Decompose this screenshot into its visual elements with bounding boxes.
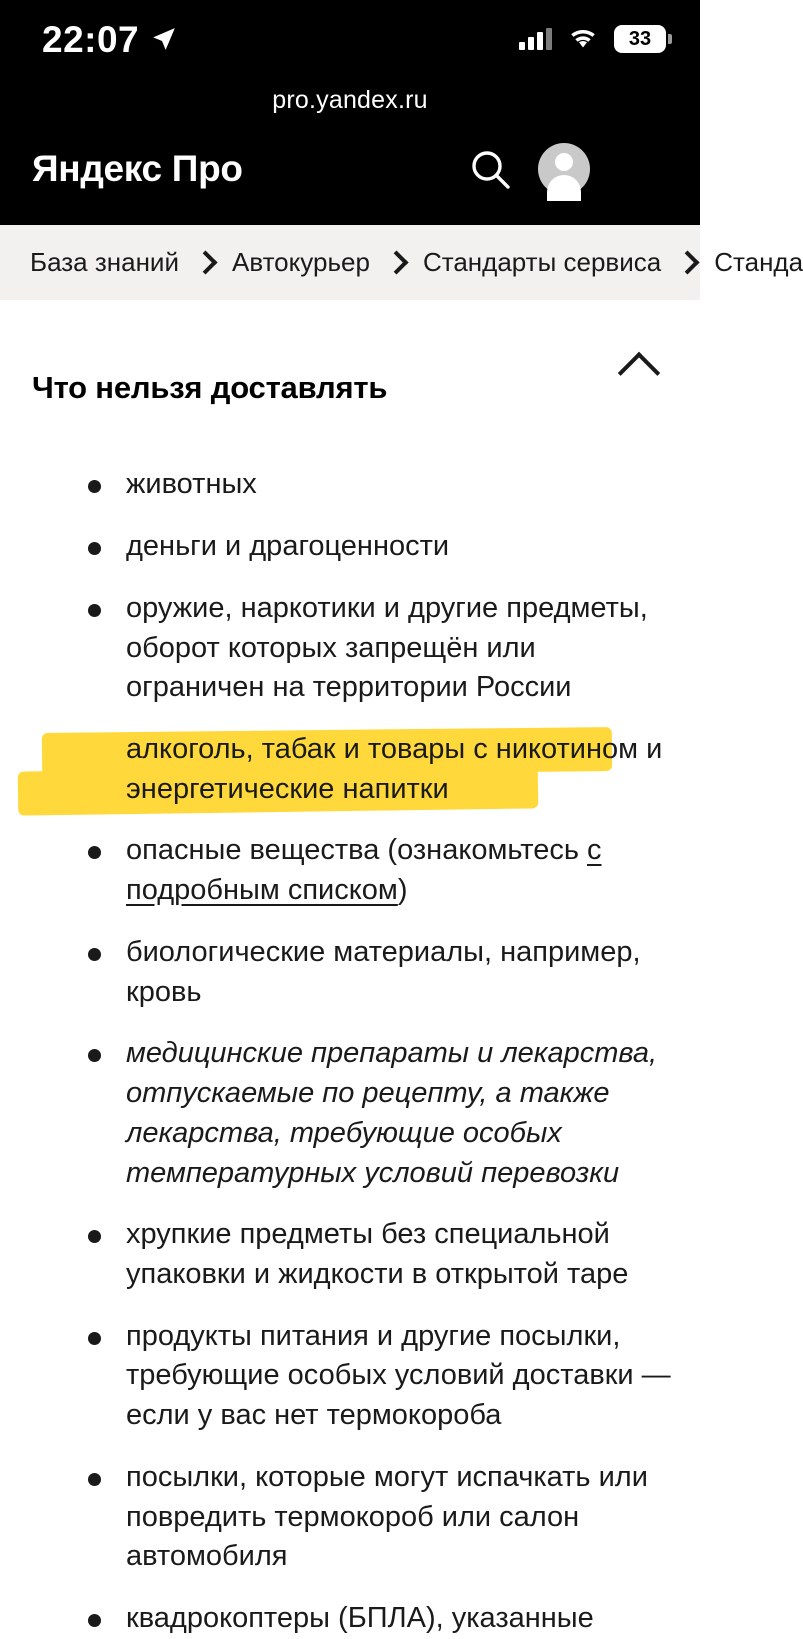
list-item-text: опасные вещества (ознакомьтесь — [126, 834, 587, 867]
search-icon — [468, 147, 512, 191]
list-item — [88, 465, 674, 505]
list-item-text: медицинские препараты и лекарства, отпускаемые по рецепту, а также лекарства, требующие особых температурных условий перевозки — [126, 1037, 658, 1189]
list-item — [88, 1215, 674, 1294]
status-bar-left — [42, 18, 177, 60]
list-item-text: хрупкие предметы без специальной упаковки и жидкости в открытой таре — [126, 1218, 629, 1290]
battery-level-label: 33 — [628, 27, 652, 50]
chevron-right-icon — [193, 250, 217, 274]
status-time: 22:07 — [42, 18, 140, 60]
chevron-up-icon[interactable] — [618, 352, 660, 394]
list-item-text-after: ) — [397, 874, 408, 907]
account-button[interactable] — [538, 143, 590, 195]
detailed-list-link[interactable]: с подробным списком — [126, 834, 602, 907]
list-item — [88, 527, 674, 567]
list-item — [88, 831, 674, 910]
list-item — [88, 1599, 674, 1639]
list-item-text: оружие, наркотики и другие предметы, оборот которых запрещён или ограничен на территории России — [126, 591, 648, 704]
breadcrumb — [0, 225, 803, 300]
status-bar — [0, 0, 700, 78]
location-arrow-icon — [151, 26, 177, 52]
list-item-highlighted — [88, 730, 674, 809]
breadcrumb-item-2[interactable]: Стандарты сервиса — [422, 247, 662, 277]
cellular-signal-icon — [519, 28, 552, 50]
wifi-icon — [568, 28, 598, 50]
list-item — [88, 1458, 674, 1577]
article-content — [0, 300, 700, 1639]
list-item-text: продукты питания и другие посылки, требующие особых условий доставки — если у вас нет термокороба — [126, 1319, 671, 1432]
list-item — [88, 1317, 674, 1436]
breadcrumb-item-1[interactable]: Автокурьер — [231, 247, 370, 277]
section-header[interactable] — [26, 300, 674, 431]
list-item-text: животных — [126, 468, 257, 501]
list-item-text: посылки, которые могут испачкать или повредить термокороб или салон автомобиля — [126, 1460, 648, 1573]
page-title: Что нельзя доставлять — [32, 369, 388, 405]
search-button[interactable] — [468, 147, 512, 191]
list-item-text: алкоголь, табак и товары с никотином и энергетические напитки — [126, 733, 663, 805]
browser-url-bar[interactable] — [0, 78, 700, 133]
chevron-right-icon — [384, 250, 408, 274]
list-item — [88, 589, 674, 708]
url-text: pro.yandex.ru — [272, 86, 428, 114]
list-item — [88, 1034, 674, 1193]
breadcrumb-item-3[interactable]: Станда — [714, 247, 803, 277]
list-item — [88, 933, 674, 1012]
status-bar-right — [519, 25, 666, 53]
list-item-text: квадрокоптеры (БПЛА), указанные — [126, 1601, 594, 1634]
chevron-right-icon — [676, 250, 700, 274]
header-actions — [468, 143, 672, 195]
brand-logo[interactable]: Яндекс Про — [32, 148, 243, 189]
list-item-text: деньги и драгоценности — [126, 530, 450, 563]
breadcrumb-item-0[interactable]: База знаний — [30, 247, 179, 277]
avatar-icon — [538, 143, 590, 195]
battery-indicator — [614, 25, 666, 53]
hamburger-menu-button[interactable] — [616, 151, 672, 187]
site-header — [0, 133, 700, 225]
prohibited-items-list — [26, 465, 674, 1638]
list-item-text: биологические материалы, например, кровь — [126, 935, 641, 1008]
